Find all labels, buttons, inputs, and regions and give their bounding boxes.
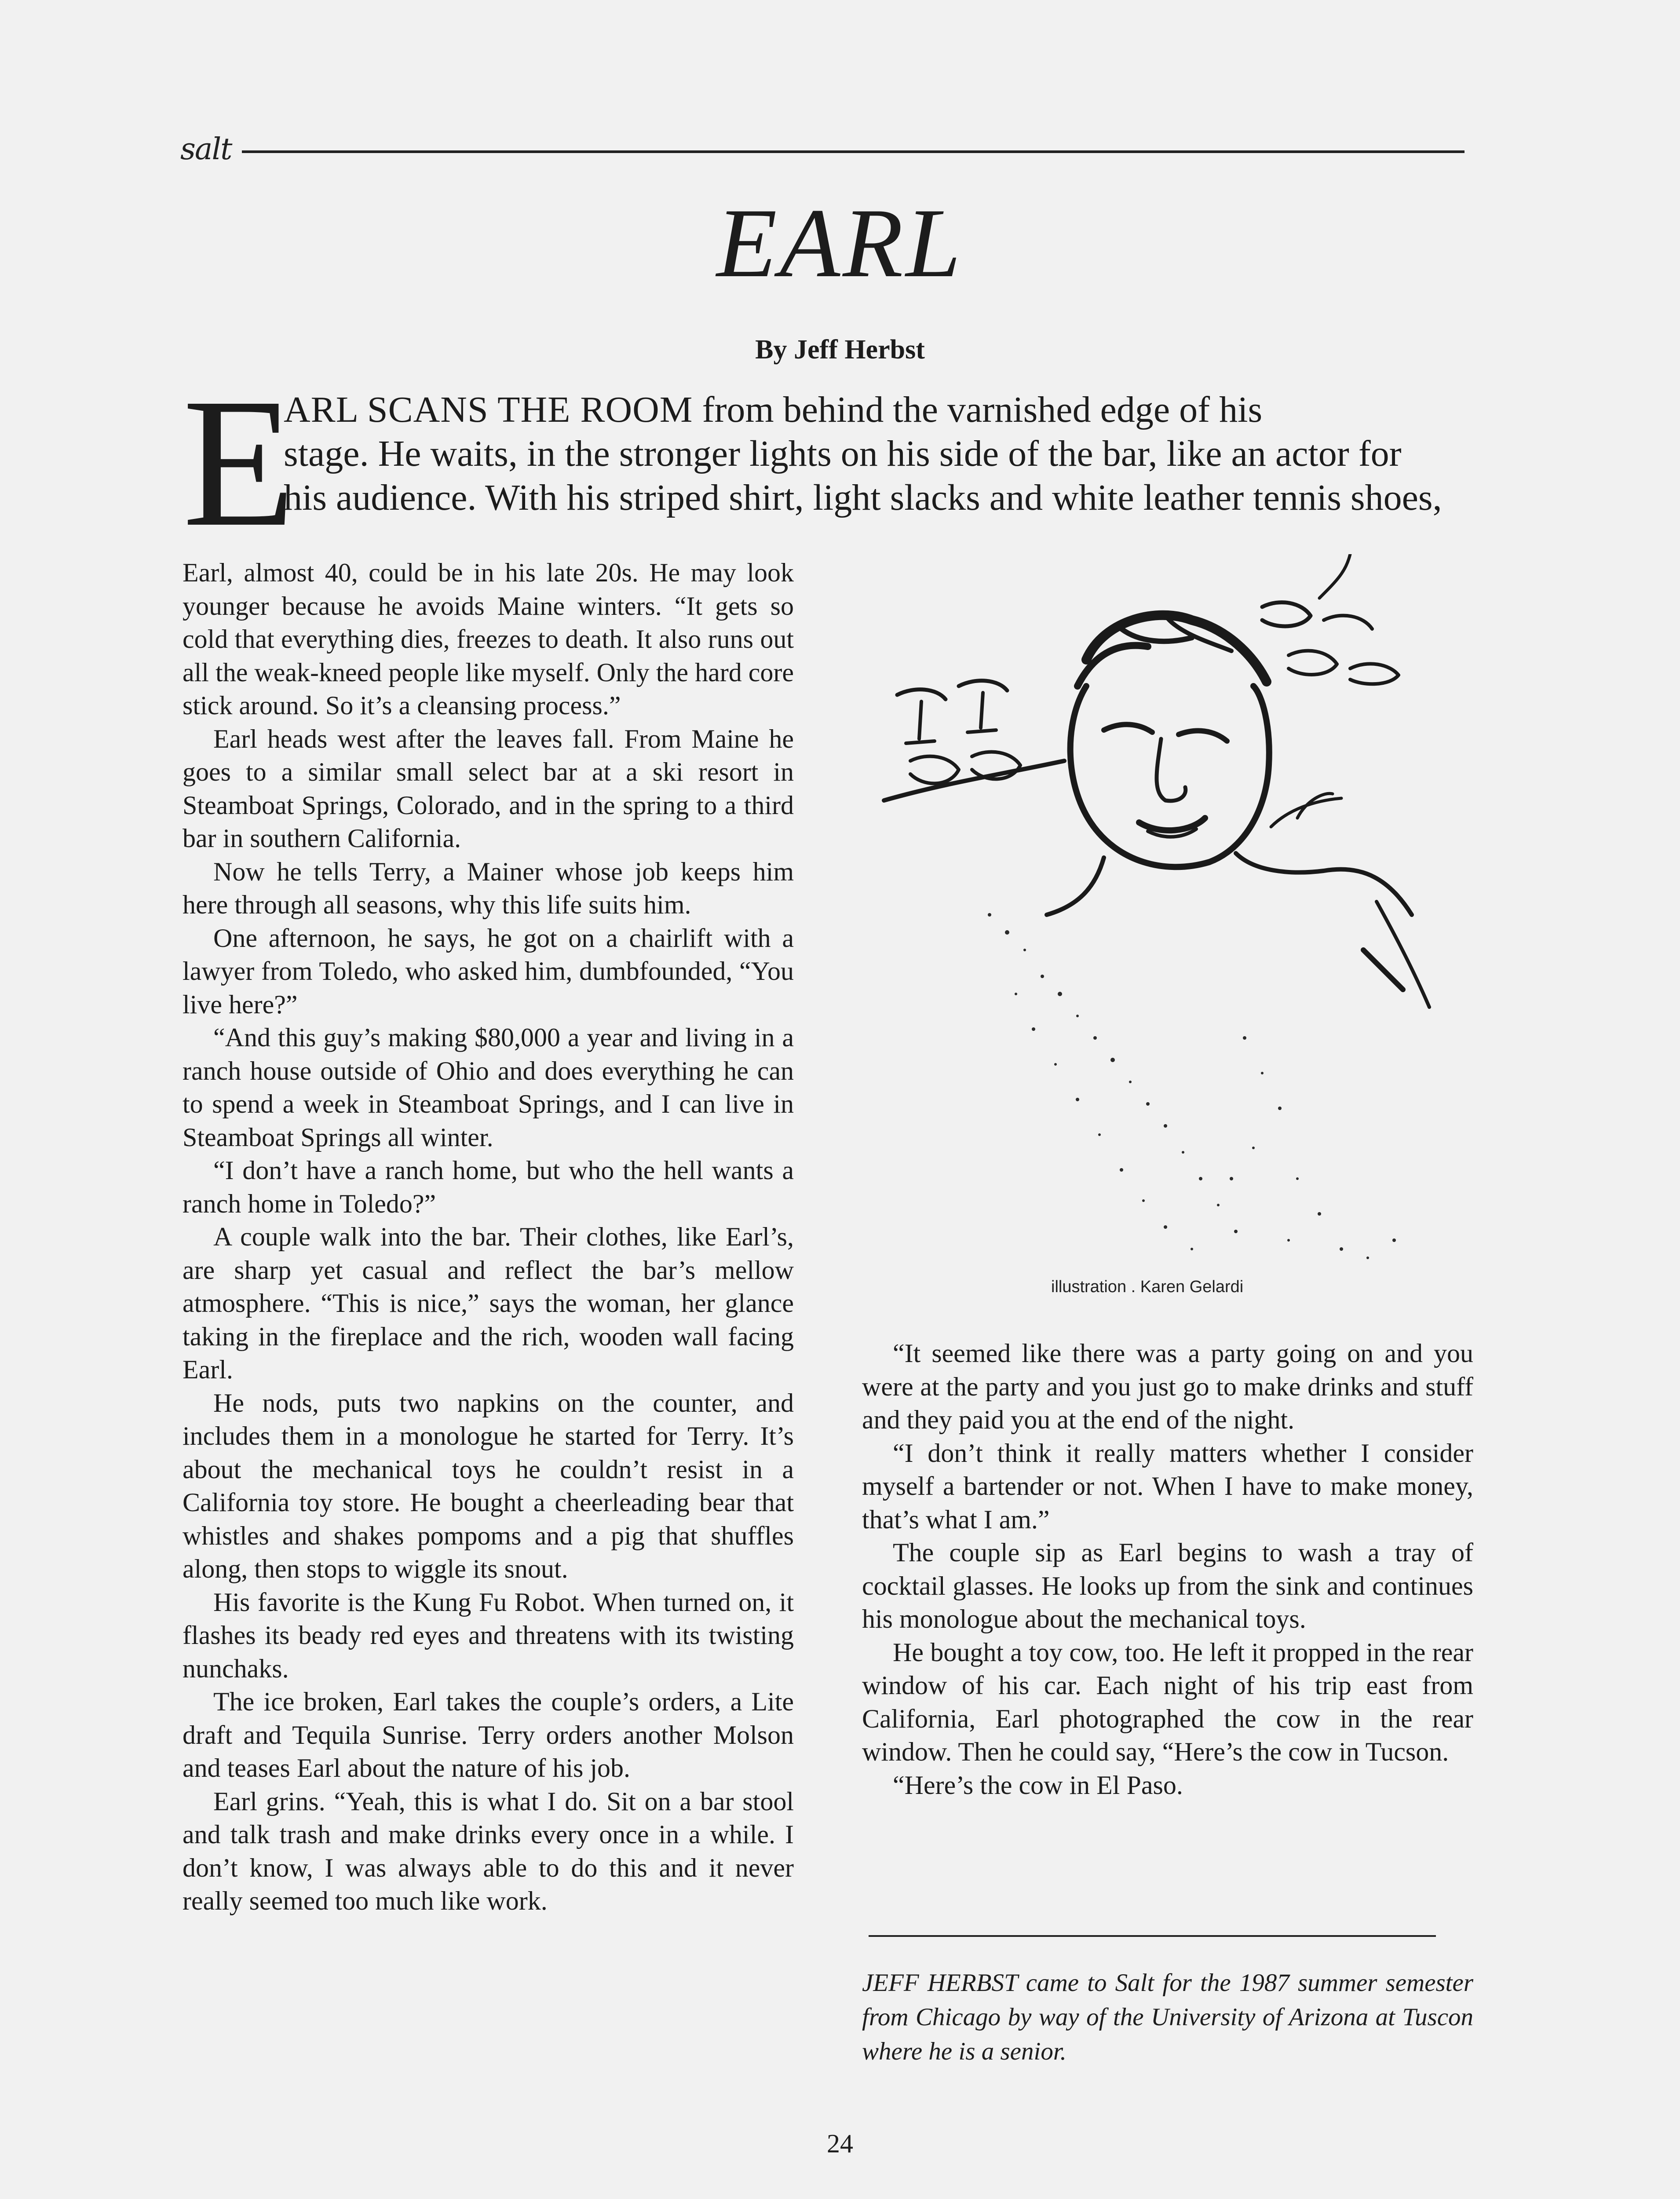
page-number: 24 — [827, 2129, 853, 2158]
paragraph: “It seemed like there was a party going on and you were at the party and you just go to make drinks and stuff and they paid you at the end of the night. — [862, 1339, 1473, 1434]
page-header — [180, 128, 1465, 167]
paragraph: “Here’s the cow in El Paso. — [893, 1770, 1183, 1800]
paragraph: Now he tells Terry, a Mainer whose job keeps him here through all seasons, why this life suits him. — [183, 857, 794, 919]
drop-cap: E — [183, 360, 296, 565]
paragraph: The ice broken, Earl takes the couple’s orders, a Lite draft and Tequila Sunrise. Terry orders another Molson and teases Earl about the nature of his job. — [183, 1687, 794, 1783]
illustration-caption: illustration . Karen Gelardi — [1051, 1278, 1244, 1296]
paragraph: “And this guy’s making $80,000 a year and living in a ranch house outside of Ohio and does everything he can to spend a week in Steamboat Springs, and I can live in Steamboat Springs all winter. — [183, 1023, 794, 1152]
paragraph: One afternoon, he says, he got on a chairlift with a lawyer from Toledo, who asked him, dumbfounded, “You live here?” — [183, 923, 794, 1019]
lede-caps: ARL SCANS THE ROOM — [284, 389, 693, 430]
paragraph: He nods, puts two napkins on the counter, and includes them in a monologue he started for Terry. It’s about the mechanical toys he couldn’t resist in a California toy store. He bought a cheerleading bear that whistles and shakes pompoms and a pig that shuffles along, then stops to wiggle its snout. — [183, 1388, 794, 1583]
author-bio: JEFF HERBST came to Salt for the 1987 summer semester from Chicago by way of the University of Arizona at Tuscon where he is a senior. — [862, 1969, 1473, 2065]
lede-line-2: stage. He waits, in the stronger lights on his side of the bar, like an actor for — [284, 433, 1402, 474]
paragraph: His favorite is the Kung Fu Robot. When turned on, it flashes its beady red eyes and threatens with its twisting nunchaks. — [183, 1587, 794, 1683]
paragraph: Earl grins. “Yeah, this is what I do. Sit on a bar stool and talk trash and make drinks every once in a while. I don’t know, I was always able to do this and it never really seemed too much like work. — [183, 1786, 794, 1915]
paragraph: “I don’t think it really matters whether I consider myself a bartender or not. When I have to make money, that’s what I am.” — [862, 1438, 1473, 1534]
paragraph: A couple walk into the bar. Their clothes, like Earl’s, are sharp yet casual and reflect the bar’s mellow atmosphere. “This is nice,” says the woman, her glance taking in the fireplace and the rich, wooden wall facing Earl. — [183, 1222, 794, 1384]
right-column — [862, 1337, 1473, 1802]
salt-logo: salt — [180, 132, 232, 167]
lede-line-1-rest: from behind the varnished edge of his — [693, 389, 1263, 430]
article-title: EARL — [716, 188, 964, 298]
lede-line-3: his audience. With his striped shirt, light slacks and white leather tennis shoes, — [284, 477, 1442, 518]
left-column — [183, 556, 794, 1918]
paragraph: “I don’t have a ranch home, but who the hell wants a ranch home in Toledo?” — [183, 1156, 794, 1218]
article-byline: By Jeff Herbst — [755, 335, 925, 365]
earl-illustration — [858, 554, 1473, 1280]
paragraph: Earl heads west after the leaves fall. From Maine he goes to a similar small select bar at a ski resort in Steamboat Springs, Colorado, and in the spring to a third bar in southern California. — [183, 724, 794, 853]
paragraph: He bought a toy cow, too. He left it propped in the rear window of his car. Each night of his trip east from California, Earl photographed the cow in the rear window. Then he could say, “Here’s the cow in Tucson. — [862, 1637, 1473, 1766]
sketch-portrait-image — [858, 554, 1473, 1280]
paragraph: The couple sip as Earl begins to wash a tray of cocktail glasses. He looks up from the sink and continues his monologue about the mechanical toys. — [862, 1538, 1473, 1633]
header-rule — [242, 150, 1465, 153]
bio-divider — [869, 1935, 1436, 1937]
lede-line-1 — [284, 391, 1465, 428]
paragraph: Earl, almost 40, could be in his late 20s. He may look younger because he avoids Maine winters. “It gets so cold that everything dies, freezes to death. It also runs out all the weak-kneed people like myself. Only the hard core stick around. So it’s a cleansing process.” — [183, 558, 794, 720]
